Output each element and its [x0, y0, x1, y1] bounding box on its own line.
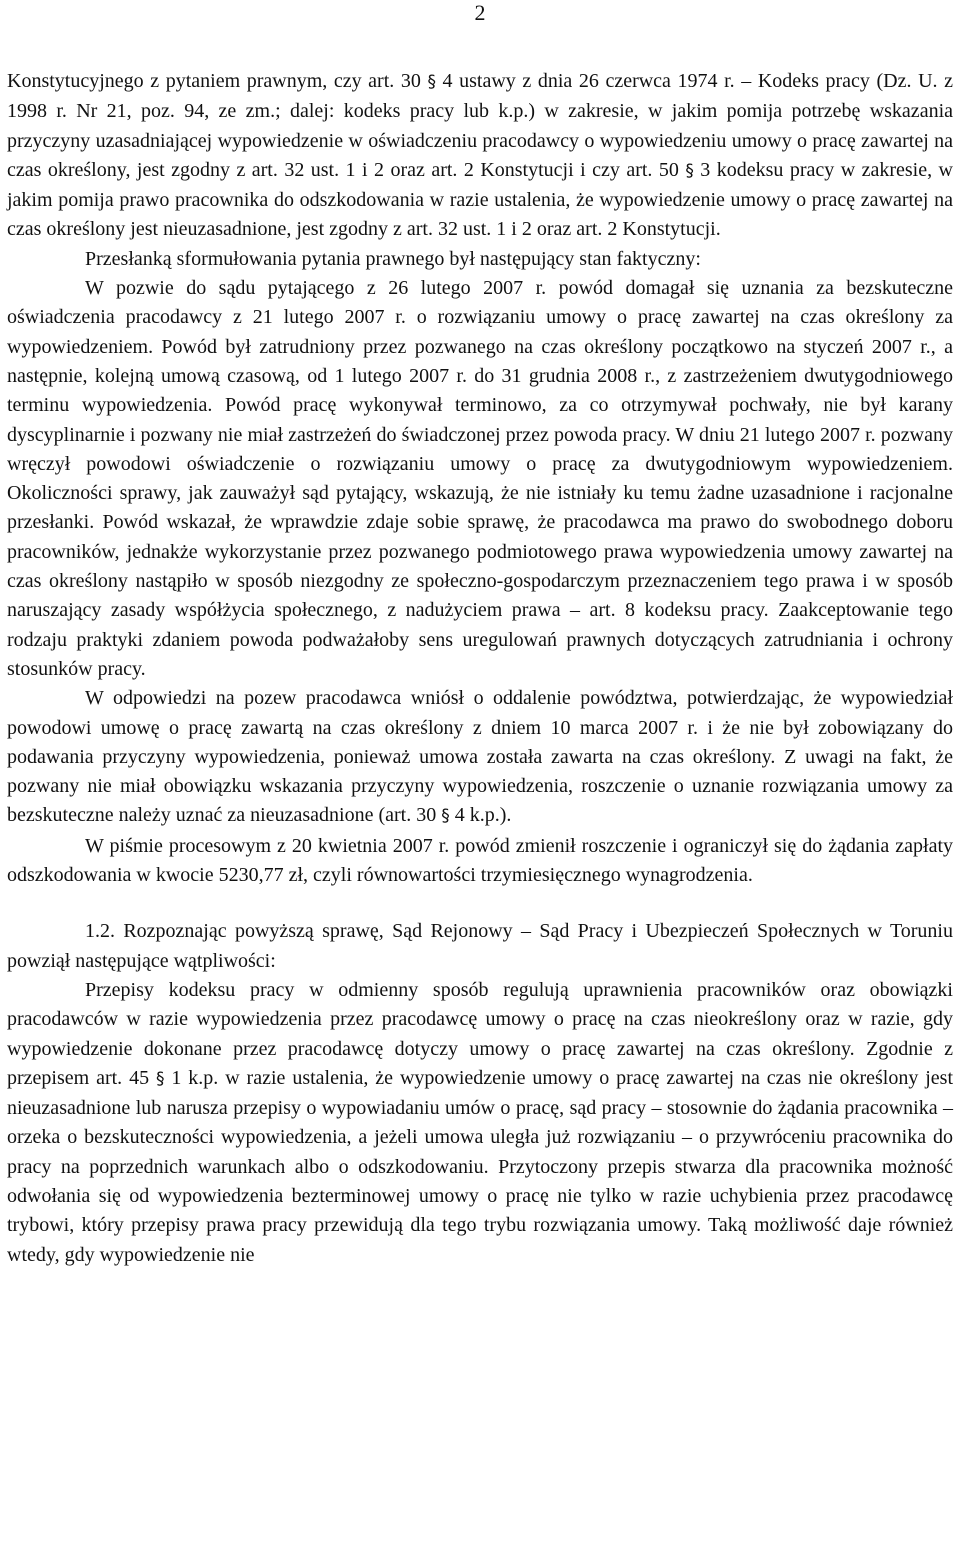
paragraph-text: W piśmie procesowym z 20 kwietnia 2007 r. powód zmienił roszczenie i ograniczył się do żądania zapłaty odszkodowania w kwocie 5230,77 zł, czyli równowartości trzymiesięcznego wynagrodzenia. [7, 834, 953, 887]
paragraph-text: W odpowiedzi na pozew pracodawca wniósł o oddalenie powództwa, potwierdzając, że wypowiedział powodowi umowę o pracę zawartą na czas określony z dniem 10 marca 2007 r. i że nie był zobowiązany do podawania przyczyny wypowiedzenia, ponieważ umowa została zawarta na czas określony. Z uwagi na fakt, że pozwany nie miał obowiązku wskazania przyczyny wypowiedzenia, roszczenie o uznanie rozwiązania umowy za bezskuteczne należy uznać za nieuzasadnione (art. 30 [7, 687, 953, 827]
paragraph-p1 [7, 67, 953, 245]
paragraph-p2 [7, 245, 953, 274]
section-sign: § [427, 72, 436, 92]
paragraph-p6 [7, 917, 953, 976]
page-number: 2 [474, 0, 486, 25]
section-sign: § [685, 160, 694, 181]
section-sign: § [441, 806, 450, 827]
paragraph-p4 [7, 684, 953, 831]
paragraph-text: 4 k.p.). [449, 804, 512, 827]
document-body [7, 67, 953, 1270]
paragraph-p7 [7, 976, 953, 1270]
paragraph-text: 3 kodeksu pracy w zakresie, w jakim pomija prawo pracownika do odszkodowania w razie ustalenia, że wypowiedzenie umowy o pracę zawartej na czas określony jest nieuzasadnione, jest zgodny z art. 32 ust. 1 i 2 oraz art. 2 Konstytucji. [7, 158, 954, 241]
paragraph-p3 [7, 274, 953, 684]
paragraph-text: Przesłanką sformułowania pytania prawnego był następujący stan faktyczny: [85, 247, 701, 270]
paragraph-p5 [7, 832, 953, 891]
paragraph-text: 1.2. Rozpoznając powyższą sprawę, Sąd Rejonowy – Sąd Pracy i Ubezpieczeń Społecznych w Toruniu powziął następujące wątpliwości: [7, 920, 953, 972]
section-sign: § [156, 1068, 165, 1089]
paragraph-text: W pozwie do sądu pytającego z 26 lutego 2007 r. powód domagał się uznania za bezskuteczne oświadczenia pracodawcy z 21 lutego 2007 r. o rozwiązaniu umowy o pracę zawartej na czas określony za wypowiedzeniem. Powód był zatrudniony przez pozwanego na czas określony początkowo na styczeń 2007 r., a następnie, kolejną umową czasową, od 1 lutego 2007 r. do 31 grudnia 2008 r., z zastrzeżeniem dwutygodniowego terminu wypowiedzenia. Powód pracę wykonywał terminowo, za co otrzymywał pochwały, nie był karany dyscyplinarnie i pozwany nie miał zastrzeżeń do świadczonej przez powoda pracy. W dniu 21 lutego 2007 r. pozwany wręczył powodowi oświadczenie o rozwiązaniu umowy o pracę za dwutygodniowym wypowiedzeniem. Okoliczności sprawy, jak zauważył sąd pytający, wskazują, że nie istniały ku temu żadne uzasadnione i racjonalne przesłanki. Powód wskazał, że wprawdzie zdaje sobie sprawę, że pracodawca ma prawo do swobodnego doboru pracowników, jednakże wykorzystanie przez pozwanego podmiotowego prawa wypowiedzenia umowy zawartej na czas określony nastąpiło w sposób niezgodny ze społeczno-gospodarczym przeznaczeniem tego prawa i w sposób naruszający zasady współżycia społecznego, z nadużyciem prawa – art. 8 kodeksu pracy. Zaakceptowanie tego rodzaju praktyki zdaniem powoda podważałoby sens uregulowań prawnych dotyczących zatrudniania i ochrony stosunków pracy. [7, 277, 953, 680]
paragraph-text: Konstytucyjnego z pytaniem prawnym, czy art. 30 [7, 70, 428, 92]
paragraph-text: 1 k.p. w razie ustalenia, że wypowiedzenie umowy o pracę zawartej na czas nie określony jest nieuzasadnione lub narusza przepisy o wypowiadaniu umów o pracę, sąd pracy – stosownie do żądania pracownika – orzeka o bezskuteczności wypowiedzenia, a jeżeli umowa uległa już rozwiązaniu – o przywróceniu pracownika do pracy na poprzednich warunkach albo o odszkodowaniu. Przytoczony przepis stwarza dla pracownika możność odwołania się od wypowiedzenia bezterminowej umowy o pracę nie tylko w razie uchybienia przez pracodawcę trybowi, który przepisy prawa pracy przewidują dla tego trybu rozwiązania umowy. Taką możliwość daje również wtedy, gdy wypowiedzenie nie [7, 1066, 954, 1266]
paragraph-text: Przepisy kodeksu pracy w odmienny sposób regulują uprawnienia pracowników oraz obowiązki pracodawców w razie wypowiedzenia przez pracodawcę umowy o pracę na czas nieokreślony oraz w razie, gdy wypowiedzenie dokonane przez pracodawcę dotyczy umowy o pracę zawartej na czas określony. Zgodnie z przepisem art. 45 [7, 978, 953, 1089]
paragraph-text: 4 ustawy z dnia 26 czerwca 1974 r. – Kodeks pracy (Dz. U. z 1998 r. Nr 21, poz. 94, ze zm.; dalej: kodeks pracy lub k.p.) w zakresie, w jakim pomija potrzebę wskazania przyczyny uzasadniającej wypowiedzenie w oświadczeniu pracodawcy o wypowiedzeniu umowy o pracę zawartej na czas określony, jest zgodny z art. 32 ust. 1 i 2 oraz art. 2 Konstytucji i czy art. 50 [7, 70, 953, 181]
